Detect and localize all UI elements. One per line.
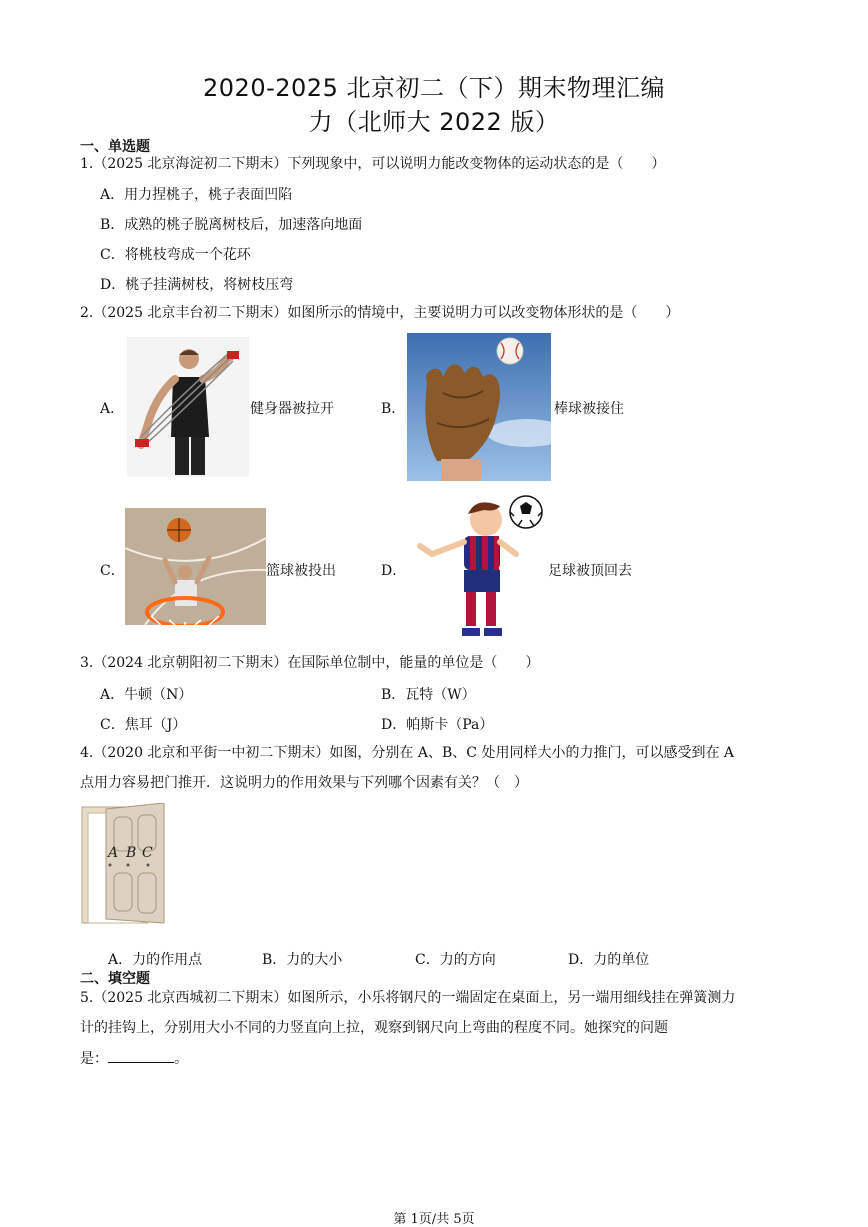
basketball-shot-over-hoop-image <box>125 508 266 625</box>
question-3-option-a: A．牛顿（N） <box>100 687 193 703</box>
question-2-option-b-letter: B． <box>381 401 406 417</box>
door-diagram-image <box>80 803 166 926</box>
question-5-stem-line-2: 计的挂钩上，分别用大小不同的力竖直向上拉，观察到钢尺向上弯曲的程度不同。她探究的问题 <box>80 1020 668 1036</box>
question-1-option-a: A．用力捏桃子，桃子表面凹陷 <box>100 187 293 203</box>
question-3-option-d: D．帕斯卡（Pa） <box>381 717 494 733</box>
question-2-option-b-caption: 棒球被接住 <box>554 401 624 417</box>
section-heading-fill-blank: 二、填空题 <box>80 971 150 987</box>
question-2-option-d-caption: 足球被顶回去 <box>548 563 632 579</box>
answer-blank[interactable] <box>108 1048 174 1063</box>
door-label-a: A <box>108 845 119 861</box>
question-5-prefix: 是： <box>80 1051 108 1067</box>
question-1-option-d: D．桃子挂满树枝，将树枝压弯 <box>100 277 294 293</box>
question-4-option-c: C．力的方向 <box>415 952 496 968</box>
question-2-option-a-caption: 健身器被拉开 <box>250 401 334 417</box>
page-title: 2020-2025 北京初二（下）期末物理汇编 <box>203 74 665 102</box>
boy-heading-soccer-ball-image <box>406 492 546 640</box>
question-5-suffix: 。 <box>174 1051 188 1067</box>
page-number: 第 1页/共 5页 <box>393 1212 475 1227</box>
man-stretching-chest-expander-image <box>127 337 249 477</box>
question-4-option-b: B．力的大小 <box>262 952 343 968</box>
question-1-stem: 1.（2025 北京海淀初二下期末）下列现象中，可以说明力能改变物体的运动状态的是（ ） <box>80 156 666 172</box>
door-label-b: B <box>126 845 137 861</box>
question-2-option-c-caption: 篮球被投出 <box>266 563 336 579</box>
question-2-option-a-letter: A． <box>100 401 125 417</box>
question-5-stem-line-3 <box>80 1048 188 1069</box>
question-1-option-b: B．成熟的桃子脱离树枝后，加速落向地面 <box>100 217 363 233</box>
baseball-glove-catching-ball-image <box>407 333 551 481</box>
section-heading-single-choice: 一、单选题 <box>80 139 150 155</box>
page-subtitle: 力（北师大 2022 版） <box>308 108 560 136</box>
question-5-stem-line-1: 5.（2025 北京西城初二下期末）如图所示，小乐将钢尺的一端固定在桌面上，另一端用细线挂在弹簧测力 <box>80 990 736 1006</box>
question-1-option-c: C．将桃枝弯成一个花环 <box>100 247 251 263</box>
question-4-option-d: D．力的单位 <box>568 952 650 968</box>
question-4-stem-line-2: 点用力容易把门推开．这说明力的作用效果与下列哪个因素有关？（ ） <box>80 775 528 791</box>
question-2-stem: 2.（2025 北京丰台初二下期末）如图所示的情境中，主要说明力可以改变物体形状的是（ ） <box>80 305 680 321</box>
question-2-option-c-letter: C． <box>100 563 125 579</box>
question-3-stem: 3.（2024 北京朝阳初二下期末）在国际单位制中，能量的单位是（ ） <box>80 655 540 671</box>
question-4-stem-line-1: 4.（2020 北京和平街一中初二下期末）如图，分别在 A、B、C 处用同样大小的力推门，可以感受到在 A <box>80 745 735 761</box>
question-4-option-a: A．力的作用点 <box>108 952 203 968</box>
question-3-option-b: B．瓦特（W） <box>381 687 476 703</box>
question-3-option-c: C．焦耳（J） <box>100 717 187 733</box>
door-label-c: C <box>142 845 153 861</box>
question-2-option-d-letter: D． <box>381 563 407 579</box>
